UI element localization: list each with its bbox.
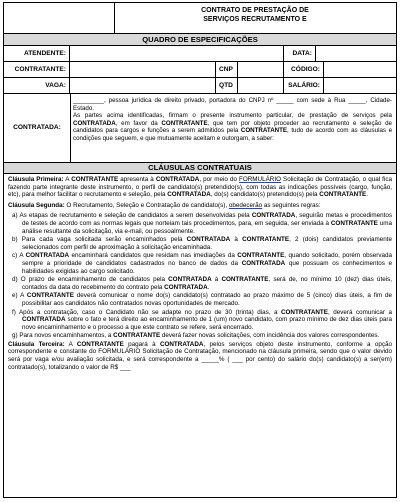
contratada-label: CONTRATADA: <box>4 94 71 162</box>
atendente-field[interactable] <box>70 46 284 61</box>
codigo-field[interactable] <box>324 62 396 77</box>
cnp-field[interactable] <box>238 62 284 77</box>
cnp-label: CNP <box>216 62 238 77</box>
contratada-block <box>4 94 396 163</box>
qtd-label: QTD <box>216 78 238 93</box>
clausulas-heading: CLÁUSULAS CONTRATUAIS <box>4 163 396 174</box>
vaga-label: VAGA: <box>4 78 70 93</box>
contratada-preamble: As partes acima identificadas, firmam o presente instrumento particular, de prestação de serviços pela CONTRATADA, em favor da CONTRATANTE, que tem por objeto proceder ao recrutamento e seleção de candidatos para cargos e funções a serem admitidos pela CONTRATANTE, tudo de acordo com as cláusulas e condições que seguem, e que mutuamente aceitam e outorgam, a saber: <box>73 112 393 142</box>
atendente-label: ATENDENTE: <box>4 46 70 61</box>
clauses-body <box>4 174 396 371</box>
row-atendente <box>4 46 396 62</box>
list-item: g) Para novos encaminhamentos, a CONTRATANTE deverá fazer novas solicitações, com incidência dos valores correspondentes. <box>12 332 380 340</box>
data-field[interactable] <box>316 46 396 61</box>
contratante-field[interactable] <box>70 62 216 77</box>
logo-area <box>4 3 115 33</box>
codigo-label: CÓDIGO: <box>284 62 324 77</box>
contract-page <box>3 2 397 498</box>
list-item: d) O prazo de encaminhamento de candidatos pela CONTRATADA à CONTRATANTE, será de, no mínimo 10 (dez) dias úteis, contados da data do recebimento do contrato pela CONTRATADA. <box>12 276 392 291</box>
list-item: e) A CONTRATANTE deverá comunicar o nome do(s) candidato(s) contratado ao prazo máximo de 5 (cinco) dias úteis, a fim de possibilitar aos candidatos não contratados novas oportunidades de mercado. <box>12 292 393 307</box>
list-item: c) A CONTRATADA encaminhará candidatos que residam nas imediações da CONTRATANTE, quando solicitado, porém observada sempre a prioridade de candidatos cadastrados no banco de dados da CONTRATADA que possuam os conhecimentos e habilidades exigidas ao cargo solicitado. <box>12 252 392 275</box>
list-item: b) Para cada vaga solicitada serão encaminhados pela CONTRATADA à CONTRATANTE, 2 (dois) candidatos previamente selecionados com perfil de aproximação à solicitação encaminhada. <box>12 236 392 251</box>
contratada-text <box>73 97 392 143</box>
title-box <box>4 3 396 34</box>
rules-list <box>8 212 392 340</box>
title-line-2: SERVIÇOS RECRUTAMENTO E <box>203 16 307 23</box>
contratante-label: CONTRATANTE: <box>4 62 70 77</box>
clausula-segunda: Cláusula Segunda: O Recrutamento, Seleção e Contratação de candidato(s), obedecerão as seguintes regras: <box>8 201 321 209</box>
data-label: DATA: <box>284 46 316 61</box>
quadro-heading: QUADRO DE ESPECIFICAÇÕES <box>4 34 396 46</box>
list-item: f) Após a contratação, caso o Candidato não se adapte no prazo de 30 (trinta) dias, a CONTRATANTE, deverá comunicar a CONTRATADA sobre o fato e terá direito ao encaminhamento de 1 (um) novo candidato, com prazo mínimo de dez dias úteis para novo encaminhamento e o processo a que este contrato se refere, será encerrado. <box>12 308 392 331</box>
vaga-field[interactable] <box>70 78 216 93</box>
qtd-field[interactable] <box>238 78 284 93</box>
clausula-terceira: Cláusula Terceira: A CONTRATANTE pagará à CONTRATADA, pelos serviços objeto deste instrumento, conforme a opção correspondente e constante do FORMULÁRIO Solicitação de Contratação, mencionado na cláusula primeira, sendo que o valor devido será por vaga e/ou avaliação solicitada, e será correspondente a _____% ( ___ por cento) do salário do(s) candidato(s) a ser(em) contratado(s), totalizando o valor de R$ ___ <box>8 340 392 371</box>
title-line-1: CONTRATO DE PRESTAÇÃO DE <box>201 7 309 14</box>
contract-title <box>114 6 396 24</box>
clausula-primeira: Cláusula Primeira: A CONTRATANTE apresenta à CONTRATADA, por meio do FORMULÁRIO Solicitação de Contratação, o qual fica fazendo parte integrante deste instrumento, o perfil de candidato(s) pretendido(s), com todas as indicações possíveis (cargo, função, etc), para melhor facilitar o recrutamento e seleção, pela CONTRATADA, do(s) candidato(s) pretendido(s) pela CONTRATANTE. <box>8 176 392 199</box>
row-contratante <box>4 62 396 78</box>
contratada-identification: _________, pessoa jurídica de direito privado, portadora do CNPJ nº _____ com sede à Rua _____, Cidade-Estado. <box>73 97 392 112</box>
list-item: a) As etapas de recrutamento e seleção de candidatos a serem desenvolvidas pela CONTRATADA, seguirão metas e procedimentos de testes de acordo com as normas legais que norteiam tais procedimentos, para, em seguida, ser enviada à CONTRATANTE uma análise resultante da solicitação, via e-mail, ou pessoalmente. <box>12 212 393 235</box>
row-vaga <box>4 78 396 94</box>
salario-field[interactable] <box>324 78 396 93</box>
salario-label: SALÁRIO: <box>284 78 324 93</box>
